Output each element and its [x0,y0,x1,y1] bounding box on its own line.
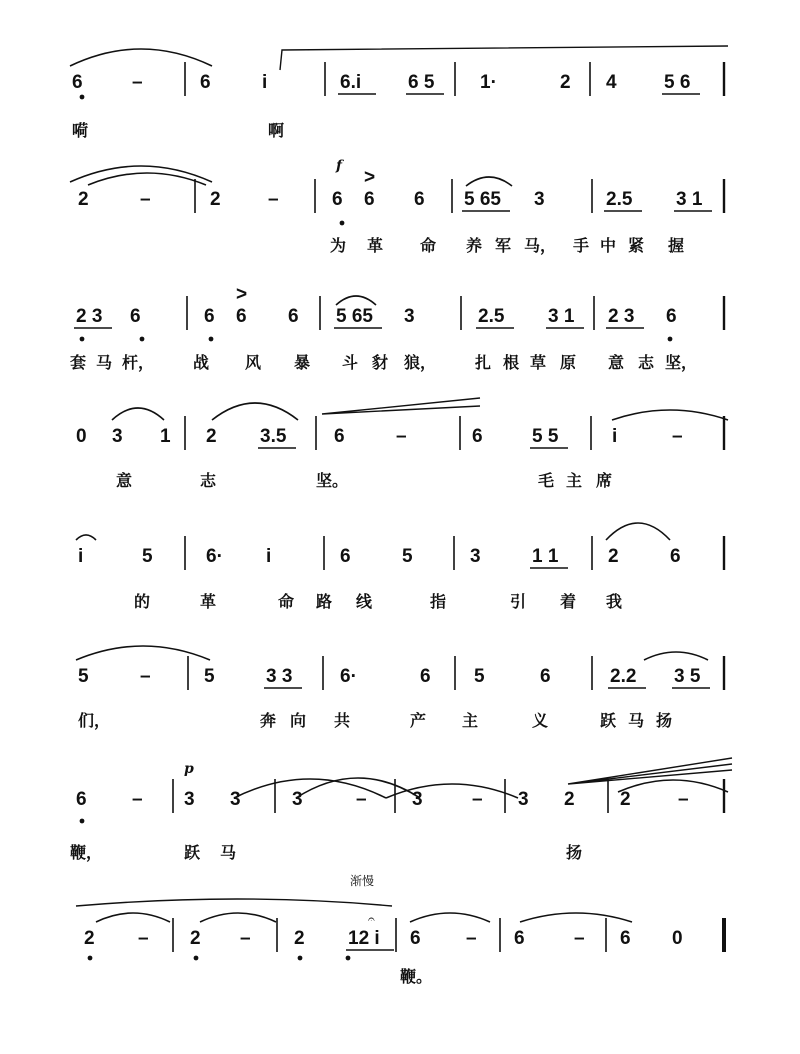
octave-dot [668,337,673,342]
note: 6 [472,426,483,447]
slur-arc [76,535,96,540]
note: 2 [620,789,631,810]
note: 2.5 [606,189,633,210]
lyric-syllable: 养 [466,236,483,255]
note: 5 [78,666,89,687]
note: 6 [204,306,215,327]
note: 5 [474,666,485,687]
slur-arc [76,646,210,660]
lyric-syllable: 坚。 [316,471,349,490]
octave-dot [194,956,199,961]
dynamic-mark: f [336,158,343,174]
lyric-syllable: 义 [532,711,549,730]
note: 2 3 [608,306,635,327]
lyric-syllable: 坚， [665,353,698,372]
note: 12 i [348,928,380,949]
note: 5 [142,546,153,567]
lyric-syllable: 草 [530,353,547,372]
lyric-syllable: 指 [430,592,447,611]
note: 6 [200,72,211,93]
note: i [612,426,618,447]
note: 5 65 [336,306,373,327]
note: 6 [332,189,343,210]
slur-arc [88,173,206,185]
tempo-mark: 渐慢 [350,874,375,888]
note: 2 3 [76,306,103,327]
note: 3 [230,789,241,810]
note: – [678,789,689,810]
octave-dot [346,956,351,961]
octave-dot [209,337,214,342]
lyric-syllable: 席 [596,471,613,490]
repeat-bracket [280,46,728,70]
note: 6 [666,306,677,327]
lyric-syllable: 革 [367,236,384,255]
lyric-syllable: 马， [524,236,557,255]
note: 1 [160,426,171,447]
note: 6· [206,546,223,567]
lyric-syllable: 志 [200,471,217,490]
slur-arc [200,913,276,922]
lyric-syllable: 握 [668,236,685,255]
accent-mark: > [236,284,248,305]
note: 6 [414,189,425,210]
note: 6 [620,928,631,949]
lyric-syllable: 鞭， [70,843,103,862]
lyric-syllable: 马 [220,843,237,862]
lyric-syllable: 跃 [184,843,201,862]
note: 5 65 [464,189,501,210]
lyric-syllable: 狼， [404,353,437,372]
lyric-syllable: 志 [638,353,655,372]
note: 6 [288,306,299,327]
slur-arc [520,913,632,922]
note: 6 [76,789,87,810]
note: 6 [236,306,247,327]
lyric-syllable: 套 [70,353,87,372]
note: – [268,189,279,210]
note: 2 [206,426,217,447]
octave-dot [140,337,145,342]
lyric-syllable: 意 [116,471,133,490]
accent-mark: > [364,167,376,188]
lyric-syllable: 主 [566,471,583,490]
crescendo-hairpin [568,758,732,784]
slur-arc [644,652,708,660]
note: 3 [292,789,303,810]
note: 2 [190,928,201,949]
note: 3 [470,546,481,567]
slur-arc [466,177,512,186]
note: 5 6 [664,72,691,93]
note: i [266,546,272,567]
note: 6 [420,666,431,687]
note: – [132,72,143,93]
lyric-syllable: 的 [134,592,151,611]
slur-arc [410,913,490,922]
note: 6 [670,546,681,567]
octave-dot [298,956,303,961]
note: 5 [402,546,413,567]
note: 6 [514,928,525,949]
lyric-syllable: 马 [628,711,645,730]
lyric-syllable: 共 [334,711,351,730]
octave-dot [88,956,93,961]
lyric-syllable: 主 [462,711,479,730]
lyric-syllable: 意 [608,353,625,372]
note: 3 [184,789,195,810]
lyric-syllable: 为 [330,236,347,255]
lyric-syllable: 啊 [268,121,285,140]
octave-dot [340,221,345,226]
dynamic-mark: p [184,761,194,777]
rit-span-line [76,899,392,906]
slur-arc [212,403,298,420]
note: 3 3 [266,666,293,687]
note: 2 [84,928,95,949]
octave-dot [80,337,85,342]
slur-arc [96,913,170,922]
note: i [262,72,268,93]
note: 2 [294,928,305,949]
note: 2.2 [610,666,637,687]
lyric-syllable: 杆， [122,353,155,372]
lyric-syllable: 嗬 [72,121,89,140]
lyric-syllable: 路 [316,592,333,611]
note: 6 [410,928,421,949]
note: 3 [404,306,415,327]
note: 3 5 [674,666,701,687]
lyric-syllable: 们， [78,711,111,730]
note: 2 [560,72,571,93]
note: 1· [480,72,497,93]
note: 1 1 [532,546,559,567]
note: 5 5 [532,426,559,447]
note: 6 5 [408,72,435,93]
note: 6 [340,546,351,567]
note: – [472,789,483,810]
lyric-syllable: 根 [503,353,520,372]
slur-arc [70,49,212,66]
note: 6.i [340,72,362,93]
lyric-syllable: 毛 [538,471,555,490]
note: – [132,789,143,810]
note: – [356,789,367,810]
slur-arc [606,523,670,540]
lyric-syllable: 风 [245,353,262,372]
note: 2.5 [478,306,505,327]
note: – [140,189,151,210]
note: – [140,666,151,687]
note: 3.5 [260,426,287,447]
lyric-syllable: 跃 [600,711,617,730]
lyric-syllable: 扎 [475,353,492,372]
lyric-syllable: 中 [600,236,617,255]
lyric-syllable: 鞭。 [400,967,433,986]
note: 2 [608,546,619,567]
fermata-mark: 𝄐 [368,912,375,926]
note: – [396,426,407,447]
lyric-syllable: 豺 [372,353,389,372]
lyric-syllable: 我 [606,592,623,611]
slur-arc [386,784,518,798]
note: 6· [340,666,357,687]
lyric-syllable: 扬 [566,843,583,862]
note: 4 [606,72,617,93]
note: 6 [540,666,551,687]
note: 6 [364,189,375,210]
note: 6 [72,72,83,93]
note: 3 1 [548,306,575,327]
note: 6 [130,306,141,327]
note: 3 1 [676,189,703,210]
note: 0 [672,928,683,949]
octave-dot [80,95,85,100]
lyric-syllable: 引 [510,592,527,611]
lyric-syllable: 斗 [342,353,359,372]
note: 6 [334,426,345,447]
note: 3 [518,789,529,810]
note: 3 [534,189,545,210]
lyric-syllable: 暴 [294,353,311,372]
lyric-syllable: 线 [356,592,373,611]
lyric-syllable: 着 [560,592,577,611]
lyric-syllable: 原 [560,353,577,372]
lyric-syllable: 手 [573,236,590,255]
note: 3 [412,789,423,810]
lyric-syllable: 产 [410,711,427,730]
note: i [78,546,84,567]
note: 0 [76,426,87,447]
lyric-syllable: 向 [290,711,307,730]
lyric-syllable: 奔 [260,711,277,730]
lyric-syllable: 紧 [628,236,645,255]
lyric-syllable: 命 [420,236,437,255]
note: 2 [210,189,221,210]
note: 2 [78,189,89,210]
note: – [138,928,149,949]
lyric-syllable: 革 [200,592,217,611]
note: – [574,928,585,949]
slur-arc [112,408,164,420]
octave-dot [80,819,85,824]
lyric-syllable: 军 [495,236,512,255]
note: 5 [204,666,215,687]
note: – [466,928,477,949]
lyric-syllable: 命 [278,592,295,611]
lyric-syllable: 扬 [656,711,673,730]
note: 3 [112,426,123,447]
slur-arc [618,780,728,792]
crescendo-hairpin [322,398,480,414]
slur-arc [336,296,376,305]
lyric-syllable: 马 [96,353,113,372]
note: – [240,928,251,949]
note: 2 [564,789,575,810]
slur-arc [612,410,728,420]
note: – [672,426,683,447]
lyric-syllable: 战 [193,353,210,372]
